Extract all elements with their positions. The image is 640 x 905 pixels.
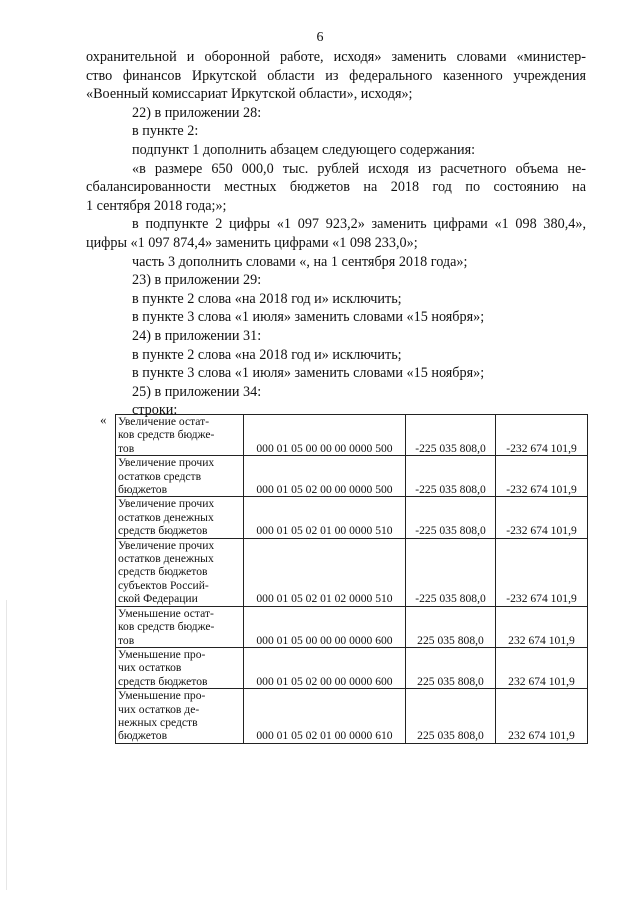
row-name-line: средств бюджетов (118, 674, 208, 688)
row-value-2018-cell: -225 035 808,0 (406, 456, 496, 497)
row-name-cell (116, 689, 244, 744)
paragraph-line: ство финансов Иркутской области из федерального казенного учреждения (86, 67, 586, 84)
paragraph-line: в подпункте 2 цифры «1 097 923,2» заменить цифрами «1 098 380,4», (132, 216, 586, 233)
paragraph-line: в пункте 2: (132, 123, 199, 140)
row-name-line: остатков средств (118, 469, 202, 483)
row-value-2019-cell: 232 674 101,9 (496, 606, 588, 647)
table-row (116, 538, 588, 606)
row-name-line: чих остатков де- (118, 702, 200, 716)
paragraph-line: 23) в приложении 29: (132, 272, 262, 289)
paragraph-line: часть 3 дополнить словами «, на 1 сентября 2018 года»; (132, 253, 468, 270)
row-name-line: Уменьшение про- (118, 689, 206, 703)
row-code-cell: 000 01 05 02 01 00 0000 510 (244, 497, 406, 538)
row-value-2019-cell: -232 674 101,9 (496, 456, 588, 497)
paragraph-line: строки: (132, 402, 178, 419)
row-name-line: ской Федерации (118, 592, 198, 606)
paragraph-line: сбалансированности местных бюджетов на 2018 год по состоянию на (86, 179, 586, 196)
scan-edge-artifact (6, 600, 7, 890)
opening-quote-mark: « (100, 412, 107, 427)
row-name-line: ков средств бюдже- (118, 428, 215, 442)
row-name-cell (116, 497, 244, 538)
table-row (116, 497, 588, 538)
budget-sources-table (115, 414, 588, 744)
row-name-cell (116, 538, 244, 606)
row-name-line: остатков денежных (118, 552, 214, 566)
row-code-cell: 000 01 05 02 01 00 0000 610 (244, 689, 406, 744)
row-name-cell (116, 647, 244, 688)
row-name-line: средств бюджетов (118, 524, 208, 538)
page-number: 6 (316, 30, 324, 45)
row-value-2018-cell: -225 035 808,0 (406, 497, 496, 538)
row-name-line: остатков денежных (118, 510, 214, 524)
row-name-line: субъектов Россий- (118, 578, 209, 592)
row-code-cell: 000 01 05 02 00 00 0000 500 (244, 456, 406, 497)
row-name-line: Уменьшение остат- (118, 606, 214, 620)
table-row (116, 456, 588, 497)
table-row (116, 689, 588, 744)
paragraph-line: 25) в приложении 34: (132, 383, 262, 400)
document-body (86, 48, 586, 420)
row-name-line: Увеличение прочих (118, 538, 215, 552)
paragraph-line: охранительной и оборонной работе, исходя» заменить словами «министер- (86, 49, 586, 65)
paragraph-line: в пункте 3 слова «1 июля» заменить словами «15 ноября»; (132, 309, 485, 326)
row-code-cell: 000 01 05 02 00 00 0000 600 (244, 647, 406, 688)
row-name-line: тов (118, 441, 135, 455)
row-code-cell: 000 01 05 02 01 02 0000 510 (244, 538, 406, 606)
row-name-line: Увеличение прочих (118, 497, 215, 511)
table-row (116, 415, 588, 456)
row-value-2018-cell: 225 035 808,0 (406, 606, 496, 647)
row-value-2019-cell: -232 674 101,9 (496, 415, 588, 456)
row-name-cell (116, 456, 244, 497)
row-name-line: бюджетов (118, 729, 168, 743)
row-name-line: Увеличение остат- (118, 415, 210, 428)
row-value-2018-cell: 225 035 808,0 (406, 689, 496, 744)
row-name-line: бюджетов (118, 483, 168, 497)
row-value-2019-cell: 232 674 101,9 (496, 689, 588, 744)
row-name-cell (116, 415, 244, 456)
row-code-cell: 000 01 05 00 00 00 0000 600 (244, 606, 406, 647)
row-value-2019-cell: 232 674 101,9 (496, 647, 588, 688)
paragraph-line: 22) в приложении 28: (132, 104, 262, 121)
paragraph-line: подпункт 1 дополнить абзацем следующего содержания: (132, 141, 476, 158)
row-name-line: Увеличение прочих (118, 456, 215, 470)
table-row (116, 647, 588, 688)
row-name-line: Уменьшение про- (118, 647, 206, 661)
row-name-line: ков средств бюдже- (118, 620, 215, 634)
row-code-cell: 000 01 05 00 00 00 0000 500 (244, 415, 406, 456)
table-body (116, 415, 588, 744)
row-value-2018-cell: -225 035 808,0 (406, 538, 496, 606)
row-name-cell (116, 606, 244, 647)
paragraph-line: в пункте 2 слова «на 2018 год и» исключить; (132, 290, 402, 307)
paragraph-line: 1 сентября 2018 года;»; (86, 197, 227, 214)
row-value-2018-cell: -225 035 808,0 (406, 415, 496, 456)
row-name-line: чих остатков (118, 661, 182, 675)
row-name-line: нежных средств (118, 715, 198, 729)
paragraph-line: в пункте 2 слова «на 2018 год и» исключить; (132, 346, 402, 363)
paragraph-line: цифры «1 097 874,4» заменить цифрами «1 098 233,0»; (86, 234, 418, 251)
paragraph-line: «Военный комиссариат Иркутской области», исходя»; (86, 86, 413, 103)
row-value-2018-cell: 225 035 808,0 (406, 647, 496, 688)
paragraph-line: 24) в приложении 31: (132, 327, 262, 344)
row-name-line: тов (118, 633, 135, 647)
row-name-line: средств бюджетов (118, 565, 208, 579)
paragraph-line: в пункте 3 слова «1 июля» заменить словами «15 ноября»; (132, 365, 485, 382)
paragraph-line: «в размере 650 000,0 тыс. рублей исходя из расчетного объема не- (132, 160, 586, 177)
row-value-2019-cell: -232 674 101,9 (496, 497, 588, 538)
table-row (116, 606, 588, 647)
row-value-2019-cell: -232 674 101,9 (496, 538, 588, 606)
